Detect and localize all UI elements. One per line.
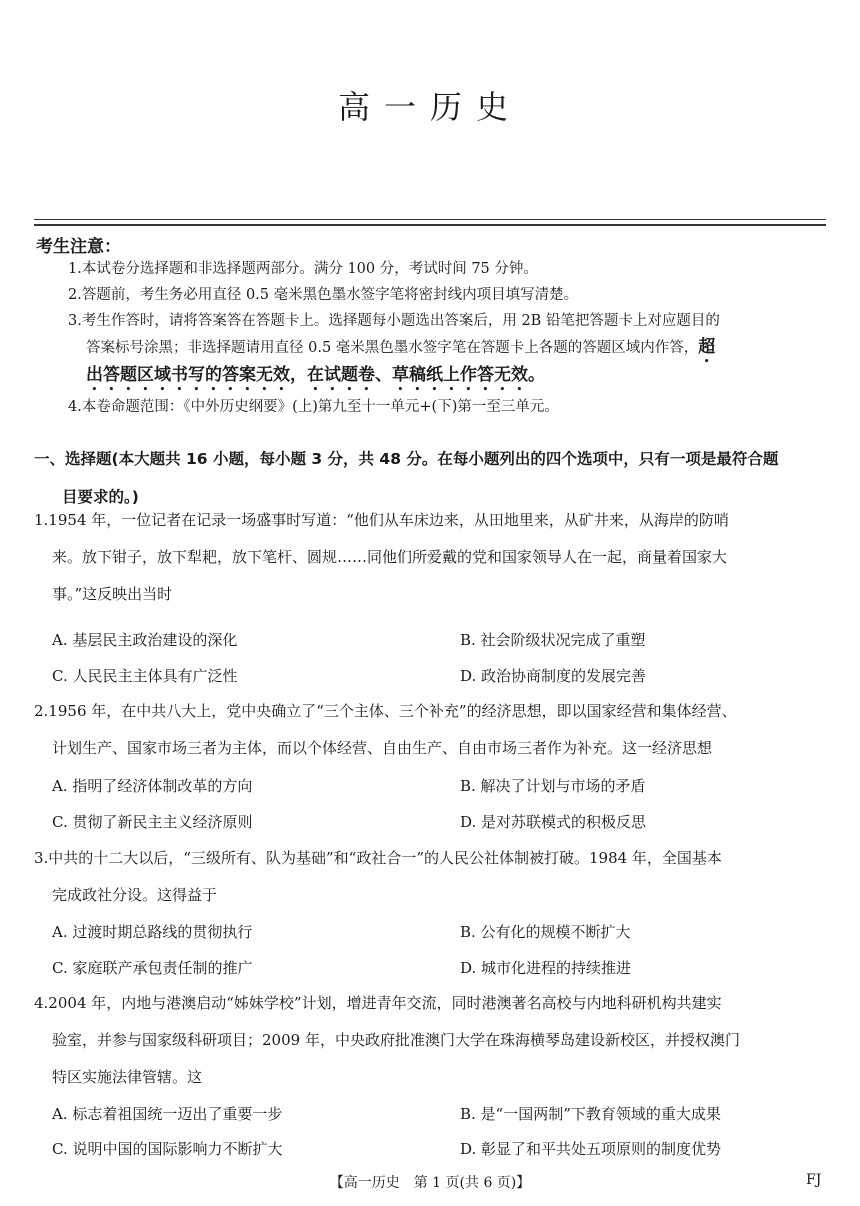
question-1 xyxy=(34,502,830,613)
question-2 xyxy=(34,693,830,767)
notice-item-1: 1.本试卷分选择题和非选择题两部分。满分 100 分，考试时间 75 分钟。 xyxy=(68,261,538,277)
question-4-line3: 特区实施法律管辖。这 xyxy=(52,1068,203,1086)
question-2-option-a[interactable]: A. 指明了经济体制改革的方向 xyxy=(52,777,253,795)
question-3 xyxy=(34,840,830,914)
question-2-line2: 计划生产、国家市场三者为主体，而以个体经营、自由生产、自由市场三者作为补充。这一经济思想 xyxy=(52,739,713,757)
question-4-option-b[interactable]: B. 是“一国两制”下教育领域的重大成果 xyxy=(460,1105,721,1123)
question-3-option-a[interactable]: A. 过渡时期总路线的贯彻执行 xyxy=(52,923,253,941)
question-1-option-c[interactable]: C. 人民民主主体具有广泛性 xyxy=(52,667,238,685)
notice-item-2: 2.答题前，考生务必用直径 0.5 毫米黑色墨水签字笔将密封线内项目填写清楚。 xyxy=(68,287,579,303)
question-1-line3: 事。”这反映出当时 xyxy=(52,585,173,603)
question-2-option-b[interactable]: B. 解决了计划与市场的矛盾 xyxy=(460,777,646,795)
question-2-option-c[interactable]: C. 贯彻了新民主主义经济原则 xyxy=(52,813,253,831)
question-1-option-d[interactable]: D. 政治协商制度的发展完善 xyxy=(460,667,647,685)
question-4-option-a[interactable]: A. 标志着祖国统一迈出了重要一步 xyxy=(52,1105,283,1123)
question-1-option-b[interactable]: B. 社会阶级状况完成了重塑 xyxy=(460,631,646,649)
notice-item-3-emph-start: 超 xyxy=(698,337,716,357)
question-4-option-d[interactable]: D. 彰显了和平共处五项原则的制度优势 xyxy=(460,1140,722,1158)
page-footer: 【高一历史 第 1 页(共 6 页)】 xyxy=(329,1175,531,1191)
notice-item-3-emph-text: 出答题区域书写的答案无效，在试题卷、草稿纸上作答无效。 xyxy=(86,365,545,385)
page-title: 高一历史 xyxy=(337,88,522,126)
question-1-line1: 1.1954 年，一位记者在记录一场盛事时写道：“他们从车床边来，从田地里来，从矿井来，从海岸的防哨 xyxy=(34,511,729,529)
notice-item-3-line2: 答案标号涂黑；非选择题请用直径 0.5 毫米黑色墨水签字笔在答题卡上各题的答题区域内作答， xyxy=(86,340,699,356)
notice-item-3-emph-line xyxy=(86,362,830,395)
question-1-line2: 来。放下钳子，放下犁耙，放下笔杆、圆规……同他们所爱戴的党和国家领导人在一起，商量着国家大 xyxy=(52,548,728,566)
question-2-line1: 2.1956 年，在中共八大上，党中央确立了“三个主体、三个补充”的经济思想，即以国家经营和集体经营、 xyxy=(34,702,737,720)
section-heading-line1: 一、选择题(本大题共 16 小题，每小题 3 分，共 48 分。在每小题列出的四个选项中，只有一项是最符合题 xyxy=(34,450,779,468)
question-3-line1: 3.中共的十二大以后，“三级所有、队为基础”和“政社合一”的人民公社体制被打破。1984 年，全国基本 xyxy=(34,849,722,867)
question-3-line2: 完成政社分设。这得益于 xyxy=(52,886,218,904)
header-rule-thin xyxy=(34,219,826,220)
question-4-line2: 验室，并参与国家级科研项目；2009 年，中央政府批准澳门大学在珠海横琴岛建设新校区，并授权澳门 xyxy=(52,1031,740,1049)
question-4-option-c[interactable]: C. 说明中国的国际影响力不断扩大 xyxy=(52,1140,283,1158)
section-heading-line2: 目要求的。) xyxy=(62,488,139,506)
notice-item-3: 3.考生作答时，请将答案答在答题卡上。选择题每小题选出答案后，用 2B 铅笔把答题卡上对应题目的 xyxy=(68,313,720,329)
notice-heading: 考生注意： xyxy=(36,237,121,257)
question-3-option-d[interactable]: D. 城市化进程的持续推进 xyxy=(460,959,632,977)
question-1-option-a[interactable]: A. 基层民主政治建设的深化 xyxy=(52,631,238,649)
question-3-option-b[interactable]: B. 公有化的规模不断扩大 xyxy=(460,923,631,941)
footer-code: FJ xyxy=(806,1172,822,1188)
question-3-option-c[interactable]: C. 家庭联产承包责任制的推广 xyxy=(52,959,253,977)
question-2-option-d[interactable]: D. 是对苏联模式的积极反思 xyxy=(460,813,647,831)
notice-item-4: 4.本卷命题范围：《中外历史纲要》(上)第九至十一单元+(下)第一至三单元。 xyxy=(68,399,559,415)
question-4 xyxy=(34,985,830,1096)
question-4-line1: 4.2004 年，内地与港澳启动“姊妹学校”计划，增进青年交流，同时港澳著名高校与内地科研机构共建实 xyxy=(34,994,722,1012)
header-rule-thick xyxy=(34,224,826,226)
